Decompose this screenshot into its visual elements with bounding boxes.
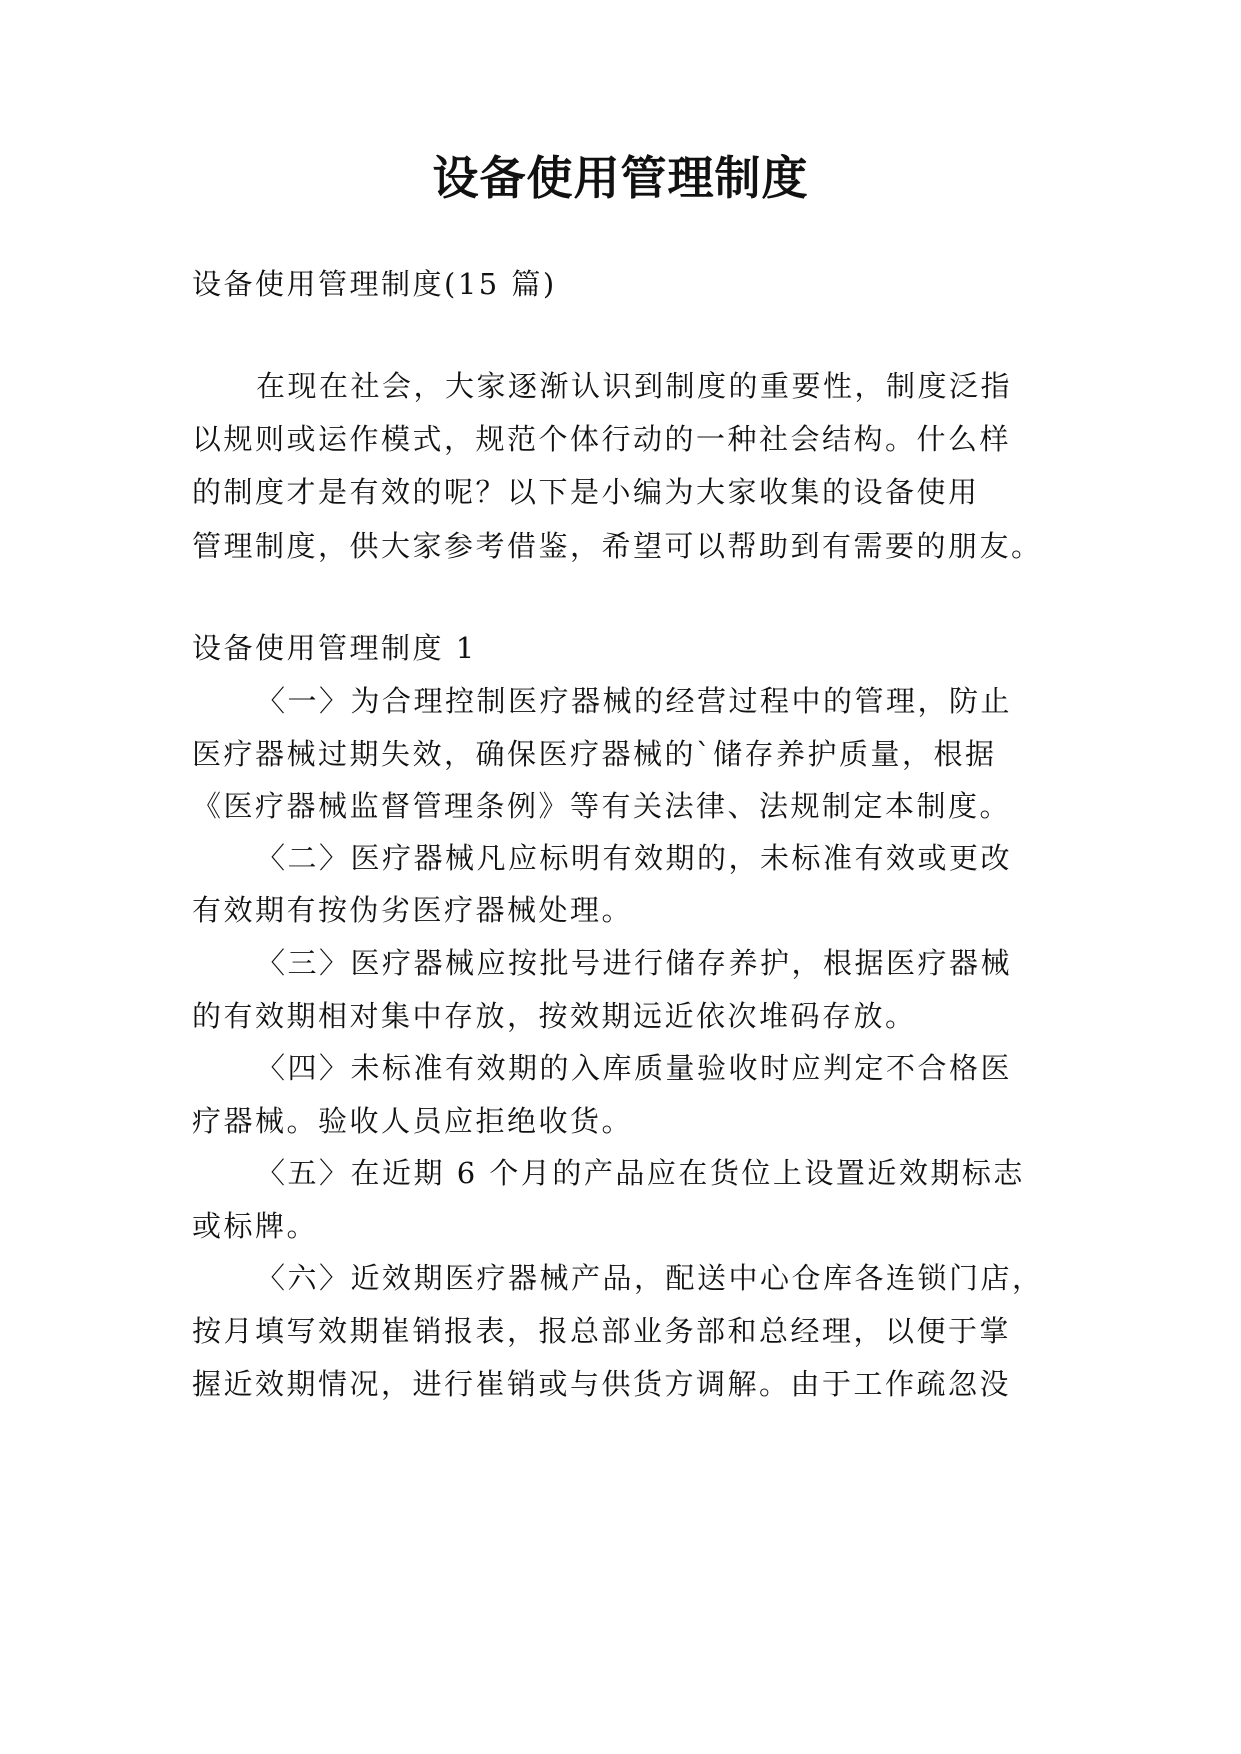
- intro-line: 的制度才是有效的呢？以下是小编为大家收集的设备使用: [192, 475, 980, 509]
- body-line: 〈四〉未标准有效期的入库质量验收时应判定不合格医: [256, 1051, 1013, 1085]
- body-line: 或标牌。: [192, 1209, 319, 1243]
- intro-line: 管理制度，供大家参考借鉴，希望可以帮助到有需要的朋友。: [192, 529, 1043, 563]
- body-line: 〈二〉医疗器械凡应标明有效期的，未标准有效或更改: [256, 841, 1013, 875]
- body-line: 的有效期相对集中存放，按效期远近依次堆码存放。: [192, 999, 917, 1033]
- body-line: 疗器械。验收人员应拒绝收货。: [192, 1104, 634, 1138]
- body-line: 〈三〉医疗器械应按批号进行储存养护，根据医疗器械: [256, 946, 1013, 980]
- body-line: 有效期有按伪劣医疗器械处理。: [192, 893, 634, 927]
- section-heading: 设备使用管理制度 1: [192, 631, 477, 665]
- body-line: 《医疗器械监督管理条例》等有关法律、法规制定本制度。: [192, 789, 1012, 823]
- body-line: 〈六〉近效期医疗器械产品，配送中心仓库各连锁门店，: [256, 1261, 1044, 1295]
- body-line: 按月填写效期崔销报表，报总部业务部和总经理，以便于掌: [192, 1314, 1012, 1348]
- body-line: 〈五〉在近期 6 个月的产品应在货位上设置近效期标志: [256, 1156, 1025, 1190]
- intro-line: 以规则或运作模式，规范个体行动的一种社会结构。什么样: [192, 422, 1012, 456]
- body-line: 握近效期情况，进行崔销或与供货方调解。由于工作疏忽没: [192, 1367, 1012, 1401]
- intro-line: 在现在社会，大家逐渐认识到制度的重要性，制度泛指: [256, 369, 1013, 403]
- document-title: 设备使用管理制度: [432, 151, 809, 205]
- document-subtitle: 设备使用管理制度(15 篇): [192, 267, 557, 301]
- body-line: 〈一〉为合理控制医疗器械的经营过程中的管理，防止: [256, 684, 1013, 718]
- body-line: 医疗器械过期失效，确保医疗器械的`储存养护质量，根据: [192, 737, 997, 771]
